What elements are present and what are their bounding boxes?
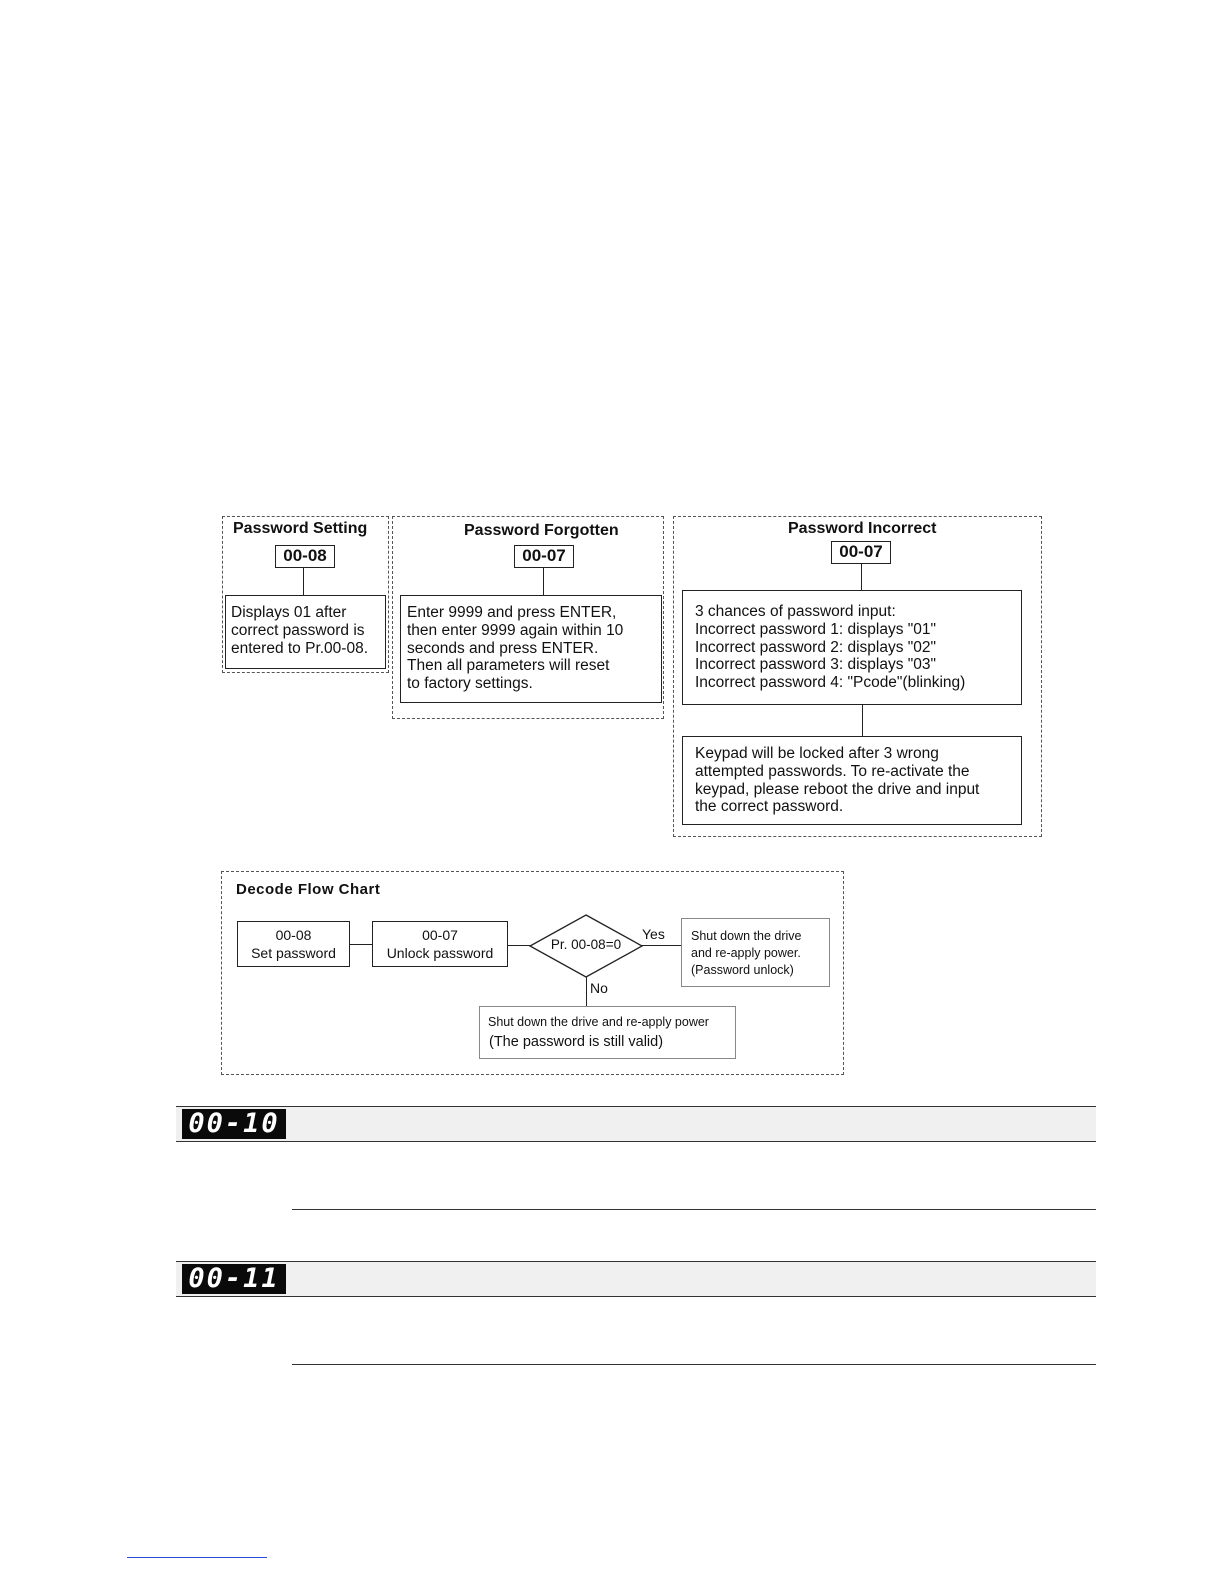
divider: [292, 1209, 1096, 1210]
password-setting-text: Displays 01 after correct password is entered to Pr.00-08.: [225, 595, 386, 669]
decode-flow-title: Decode Flow Chart: [236, 881, 381, 898]
decision-text: Pr. 00-08=0: [550, 937, 622, 952]
password-setting-title: Password Setting: [233, 520, 368, 537]
param-bar-00-10: [176, 1106, 1096, 1142]
seven-seg-display: 00-10: [182, 1109, 286, 1139]
no-result-line2: (The password is still valid): [489, 1034, 664, 1050]
footer-link-underline: [127, 1557, 267, 1558]
yes-label: Yes: [642, 926, 665, 942]
password-setting-code: 00-08: [275, 545, 335, 568]
keypad-lock-text: Keypad will be locked after 3 wrong attempted passwords. To re-activate the keypad, please reboot the drive and input the correct password.: [682, 736, 1022, 825]
no-result-box: [479, 1006, 736, 1059]
yes-result-box: Shut down the drive and re-apply power. (Password unlock): [681, 918, 830, 987]
password-incorrect-text: 3 chances of password input: Incorrect password 1: displays "01" Incorrect password 2: displays "02" Incorrect password 3: displays "03" Incorrect password 4: "Pcode"(blinking): [682, 590, 1022, 705]
password-forgotten-code: 00-07: [514, 545, 574, 568]
password-incorrect-code: 00-07: [831, 541, 891, 564]
param-bar-00-11: [176, 1261, 1096, 1297]
seven-seg-display: 00-11: [182, 1264, 286, 1294]
set-password-box: 00-08 Set password: [237, 921, 350, 967]
no-result-line1: Shut down the drive and re-apply power: [488, 1015, 709, 1029]
password-forgotten-text: Enter 9999 and press ENTER, then enter 9999 again within 10 seconds and press ENTER. Then all parameters will reset to factory settings.: [400, 595, 662, 703]
unlock-password-box: 00-07 Unlock password: [372, 921, 508, 967]
no-label: No: [590, 980, 608, 996]
divider: [292, 1364, 1096, 1365]
password-incorrect-title: Password Incorrect: [788, 520, 937, 537]
password-forgotten-title: Password Forgotten: [464, 522, 619, 539]
